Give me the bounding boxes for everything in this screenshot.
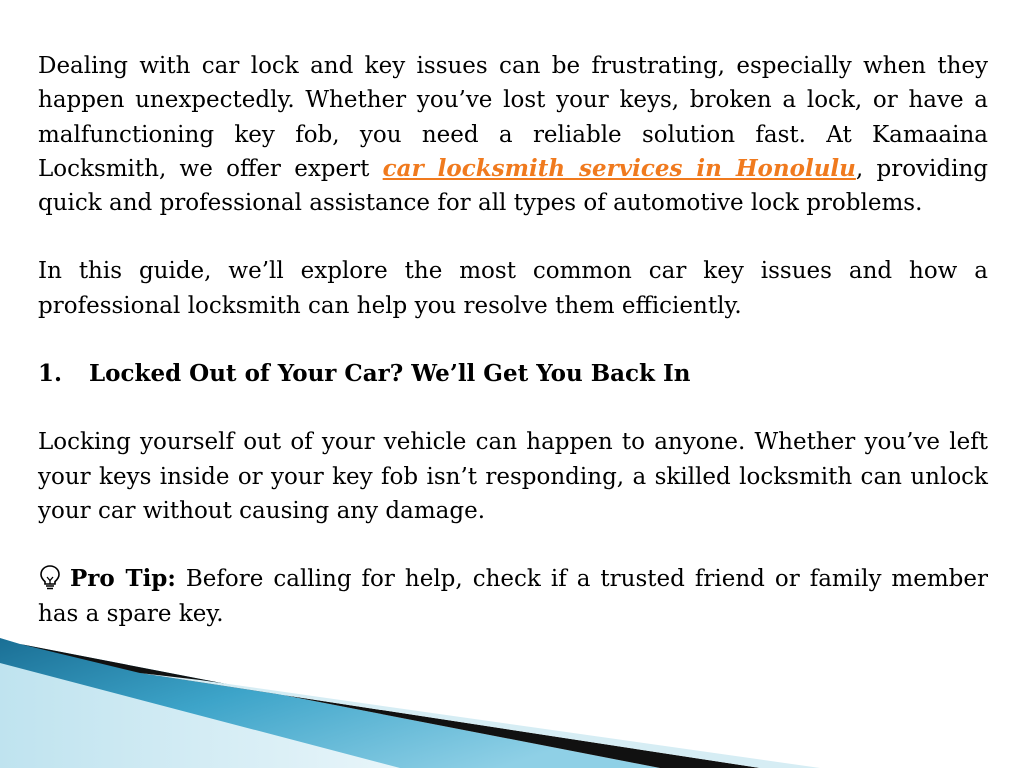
section-heading — [38, 357, 988, 391]
car-locksmith-services-link[interactable]: car locksmith services in Honolulu — [382, 154, 856, 182]
guide-paragraph: In this guide, we’ll explore the most common car key issues and how a professional locksmith can help you resolve them efficiently. — [38, 258, 988, 319]
intro-text-after-link: , providing quick and professional assistance for all types of automotive lock problems. — [38, 155, 989, 217]
section-number: 1. — [38, 360, 63, 388]
pro-tip-text: Before calling for help, check if a trusted friend or family member has a spare key. — [38, 566, 988, 627]
intro-paragraph — [38, 49, 988, 220]
lightbulb-icon — [38, 564, 62, 590]
intro-text-before-link: Dealing with car lock and key issues can be frustrating, especially when they happen unexpectedly. Whether you’ve lost your keys, broken a lock, or have a malfunctioning key fob, you need a reliable solution fast. At Kamaaina Locksmith, we offer expert — [38, 53, 988, 182]
pro-tip-paragraph — [38, 562, 988, 631]
decorative-corner-swoosh — [0, 638, 1024, 768]
pro-tip-label: Pro Tip: — [70, 565, 176, 593]
slide-body — [38, 49, 988, 665]
section-title: Locked Out of Your Car? We’ll Get You Back In — [89, 360, 691, 388]
lockout-paragraph: Locking yourself out of your vehicle can happen to anyone. Whether you’ve left your keys inside or your key fob isn’t responding, a skilled locksmith can unlock your car without causing any damage. — [38, 429, 988, 524]
